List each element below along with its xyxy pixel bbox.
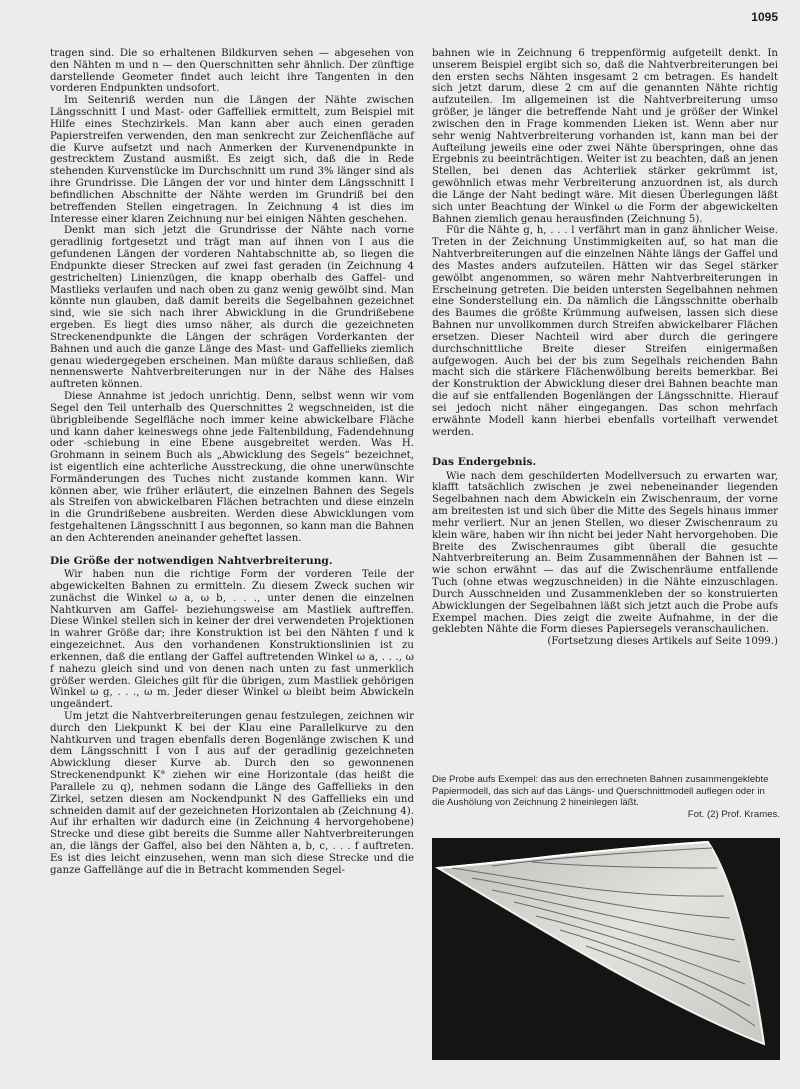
page-number: 1095 [751, 10, 778, 24]
paragraph: Für die Nähte g, h, . . . l verfährt man in ganz ähnlicher Weise. Treten in der Zeichnung Unstimmigkeiten auf, so hat man die Nahtverbreiterungen auf die einzelnen Nähte längs der Gaffel und des Mastes anders aufzuteilen. Hätten wir das Segel stärker gewölbt angenommen, so wären mehr Nahtverbreiterungen in Erscheinung getreten. Die beiden untersten Segelbahnen nehmen eine Sonderstellung ein. Da nämlich die Längsschnitte oberhalb des Baumes die größte Krümmung aufweisen, lassen sich diese Bahnen nur unvollkommen durch Streifen abwickelbarer Flächen ersetzen. Dieser Nachteil wird aber durch die geringere durchschnittliche Breite dieser Streifen einigermaßen aufgewogen. Auch bei der bis zum Segelhals reichenden Bahn macht sich die stärkere Flächenwölbung bereits bemerkbar. Bei der Konstruktion der Abwicklung dieser drei Bahnen beachte man die auf sie entfallenden Bogenlängen der Längsschnitte. Hierauf sei jedoch nicht näher eingegangen. Das schon mehrfach erwähnte Modell kann hierbei ebenfalls vorteilhaft verwendet werden. [432, 225, 778, 438]
paragraph: Wie nach dem geschilderten Modellversuch zu erwarten war, klafft tatsächlich zwischen je zwei nebeneinander liegenden Segelbahnen nach dem Abwickeln ein Zwischenraum, der vorne am breitesten ist und sich über die Mitte des Segels hinaus immer mehr verliert. Nur an jenen Stellen, wo dieser Zwischenraum zu klein wäre, haben wir ihn nicht bei jeder Naht hervorgehoben. Die Breite des Zwischenraumes gibt überall die gesuchte Nahtverbreiterung an. Beim Zusammennähen der Bahnen ist — wie schon erwähnt — das auf die Zwischenräume entfallende Tuch (ohne etwas wegzuschneiden) in die Nähte einzuschlagen. Durch Ausschneiden und Zusammenkleben der so konstruierten Abwicklungen der Segelbahnen läßt sich jetzt auch die Probe aufs Exempel machen. Dies zeigt die zweite Aufnahme, in der die geklebten Nähte die Form dieses Papiersegels veranschaulichen. [432, 470, 778, 636]
left-column [50, 48, 414, 877]
paragraph: tragen sind. Die so erhaltenen Bildkurven sehen — abgesehen von den Nähten m und n — den Querschnitten sehr ähnlich. Der zünftige darstellende Geometer findet auch leicht ihre Tangenten in den vorderen Endpunkten undsofort. [50, 48, 414, 95]
paper-sail-model-image [432, 838, 780, 1060]
paragraph: Denkt man sich jetzt die Grundrisse der Nähte nach vorne geradlinig fortgesetzt und trägt man auf ihnen von I aus die gefundenen Längen der vorderen Nahtabschnitte ab, so liegen die Endpunkte dieser Strecken auf zwei fast geraden (in Zeichnung 4 gestrichelten) Linienzügen, die knapp oberhalb des Gaffel- und Mastlieks verlaufen und nach oben zu ganz wenig gewölbt sind. Man könnte nun glauben, daß damit bereits die Segelbahnen gezeichnet sind, wie sie sich nach ihrer Abwicklung in die Grundrißebene ergeben. Es liegt dies umso näher, als durch die gezeichneten Streckenendpunkte die Längen der schrägen Vorderkanten der Bahnen und auch die ganze Länge des Mast- und Gaffellieks ziemlich genau wiedergegeben erscheinen. Man müßte daraus schließen, daß nennenswerte Nahtverbreiterungen nur in der Nähe des Halses auftreten können. [50, 225, 414, 391]
continuation-note: (Fortsetzung dieses Artikels auf Seite 1099.) [547, 636, 778, 648]
paragraph: Diese Annahme ist jedoch unrichtig. Denn, selbst wenn wir vom Segel den Teil unterhalb des Querschnittes 2 wegschneiden, ist die übrigbleibende Segelfläche noch immer keine abwickelbare Fläche und kann daher keineswegs ohne jede Faltenbildung, Fadendehnung oder -schiebung in eine Ebene ausgebreitet werden. Was H. Grohmann in seinem Buch als „Abwicklung des Segels“ bezeichnet, ist eigentlich eine achterliche Ausstreckung, die ohne unerwünschte Formänderungen des Tuches nicht zustande kommen kann. Wir können aber, wie früher erläutert, die einzelnen Bahnen des Segels als Streifen von abwickelbaren Flächen betrachten und diese einzeln in die Grundrißebene ausbreiten. Werden diese Abwicklungen vom festgehaltenen Längsschnitt I aus begonnen, so kann man die Bahnen an den Achterenden aneinander geheftet lassen. [50, 391, 414, 544]
photo-credit: Fot. (2) Prof. Krames. [687, 808, 780, 820]
section-heading: Das Endergebnis. [432, 456, 537, 469]
sail-photo [432, 838, 780, 1060]
section-heading: Die Größe der notwendigen Nahtverbreiterung. [50, 554, 333, 567]
paragraph: Um jetzt die Nahtverbreiterungen genau festzulegen, zeichnen wir durch den Liekpunkt K bei der Klau eine Parallelkurve zu den Nahtkurven und tragen ebenfalls deren Bogenlänge zwischen K und dem Längsschnitt I von I aus auf der geradlinig gezeichneten Abwicklung dieser Kurve ab. Durch den so gewonnenen Streckenendpunkt K° ziehen wir eine Horizontale (das heißt die Parallele zu q), nehmen sodann die Länge des Gaffellieks in den Zirkel, setzen diesen am Nockendpunkt N des Gaffellieks ein und schneiden damit auf der gezeichneten Horizontalen ab (Zeichnung 4). Auf ihr erhalten wir dadurch eine (in Zeichnung 4 hervorgehobene) Strecke und diese gibt bereits die Summe aller Nahtverbreiterungen an, die längs der Gaffel, also bei den Nähten a, b, c, . . . f auftreten. Es ist dies leicht einzusehen, wenn man sich diese Strecke und die ganze Gaffellänge auf die in Betracht kommenden Segel- [50, 711, 414, 876]
photo-caption [432, 774, 780, 820]
paragraph: bahnen wie in Zeichnung 6 treppenförmig aufgeteilt denkt. In unserem Beispiel ergibt sich so, daß die Nahtverbreiterungen bei den ersten sechs Nähten insgesamt 2 cm betragen. Es handelt sich jetzt darum, diese 2 cm auf die genannten Nähte richtig aufzuteilen. Im allgemeinen ist die Nahtverbreiterung umso größer, je länger die betreffende Naht und je größer der Winkel zwischen den in Frage kommenden Lieken ist. Wenn aber nur sehr wenig Nahtverbreiterung vorhanden ist, kann man bei der Aufteilung jeweils eine oder zwei Nähte überspringen, ohne das Ergebnis zu beeinträchtigen. Weiter ist zu beachten, daß an jenen Stellen, bei denen das Achterliek stärker gekrümmt ist, gewöhnlich etwas mehr Verbreiterung anzuordnen ist, als durch die Länge der Naht bedingt wäre. Mit diesen Überlegungen läßt sich unter Beachtung der Winkel ω die Form der abgewickelten Bahnen ziemlich genau herausfinden (Zeichnung 5). [432, 48, 778, 225]
caption-text: Die Probe aufs Exempel: das aus den errechneten Bahnen zusammengeklebte Papiermodell, das sich auf das Längs- und Querschnittmodell auflegen oder in die Aushölung von Zeichnung 2 hineinlegen läßt. [432, 774, 769, 808]
paragraph: Im Seitenriß werden nun die Längen der Nähte zwischen Längsschnitt I und Mast- oder Gaffelliek ermittelt, zum Beispiel mit Hilfe eines Stechzirkels. Man kann aber auch einen geraden Papierstreifen verwenden, den man senkrecht zur Zeichenfläche auf die Kurve aufsetzt und nach Anmerken der Kurvenendpunkte in gestrecktem Zustand ausmißt. Es zeigt sich, daß die in Rede stehenden Kurvenstücke im Durchschnitt um rund 3% länger sind als ihre Grundrisse. Die Längen der vor und hinter dem Längsschnitt I befindlichen Abschnitte der Nähte werden im Grundriß bei den betreffenden Stellen eingetragen. In Zeichnung 4 ist dies im Interesse einer klaren Zeichnung nur bei einigen Nähten geschehen. [50, 95, 414, 225]
paragraph: Wir haben nun die richtige Form der vorderen Teile der abgewickelten Bahnen zu ermitteln. Zu diesem Zweck suchen wir zunächst die Winkel ω a, ω b, . . ., unter denen die einzelnen Nahtkurven am Gaffel- beziehungsweise am Mastliek auftreffen. Diese Winkel stellen sich in keiner der drei verwendeten Projektionen in wahrer Größe dar; ihre Konstruktion ist bei den Nähten f und k eingezeichnet. Aus den vorhandenen Konstruktionslinien ist zu erkennen, daß die entlang der Gaffel auftretenden Winkel ω a, . . ., ω f nahezu gleich sind und von denen nach unten zu fast unmerklich größer werden. Gleiches gilt für die übrigen, zum Mastliek gehörigen Winkel ω g, . . ., ω m. Jeder dieser Winkel ω bleibt beim Abwickeln ungeändert. [50, 569, 414, 711]
right-column [432, 48, 778, 648]
